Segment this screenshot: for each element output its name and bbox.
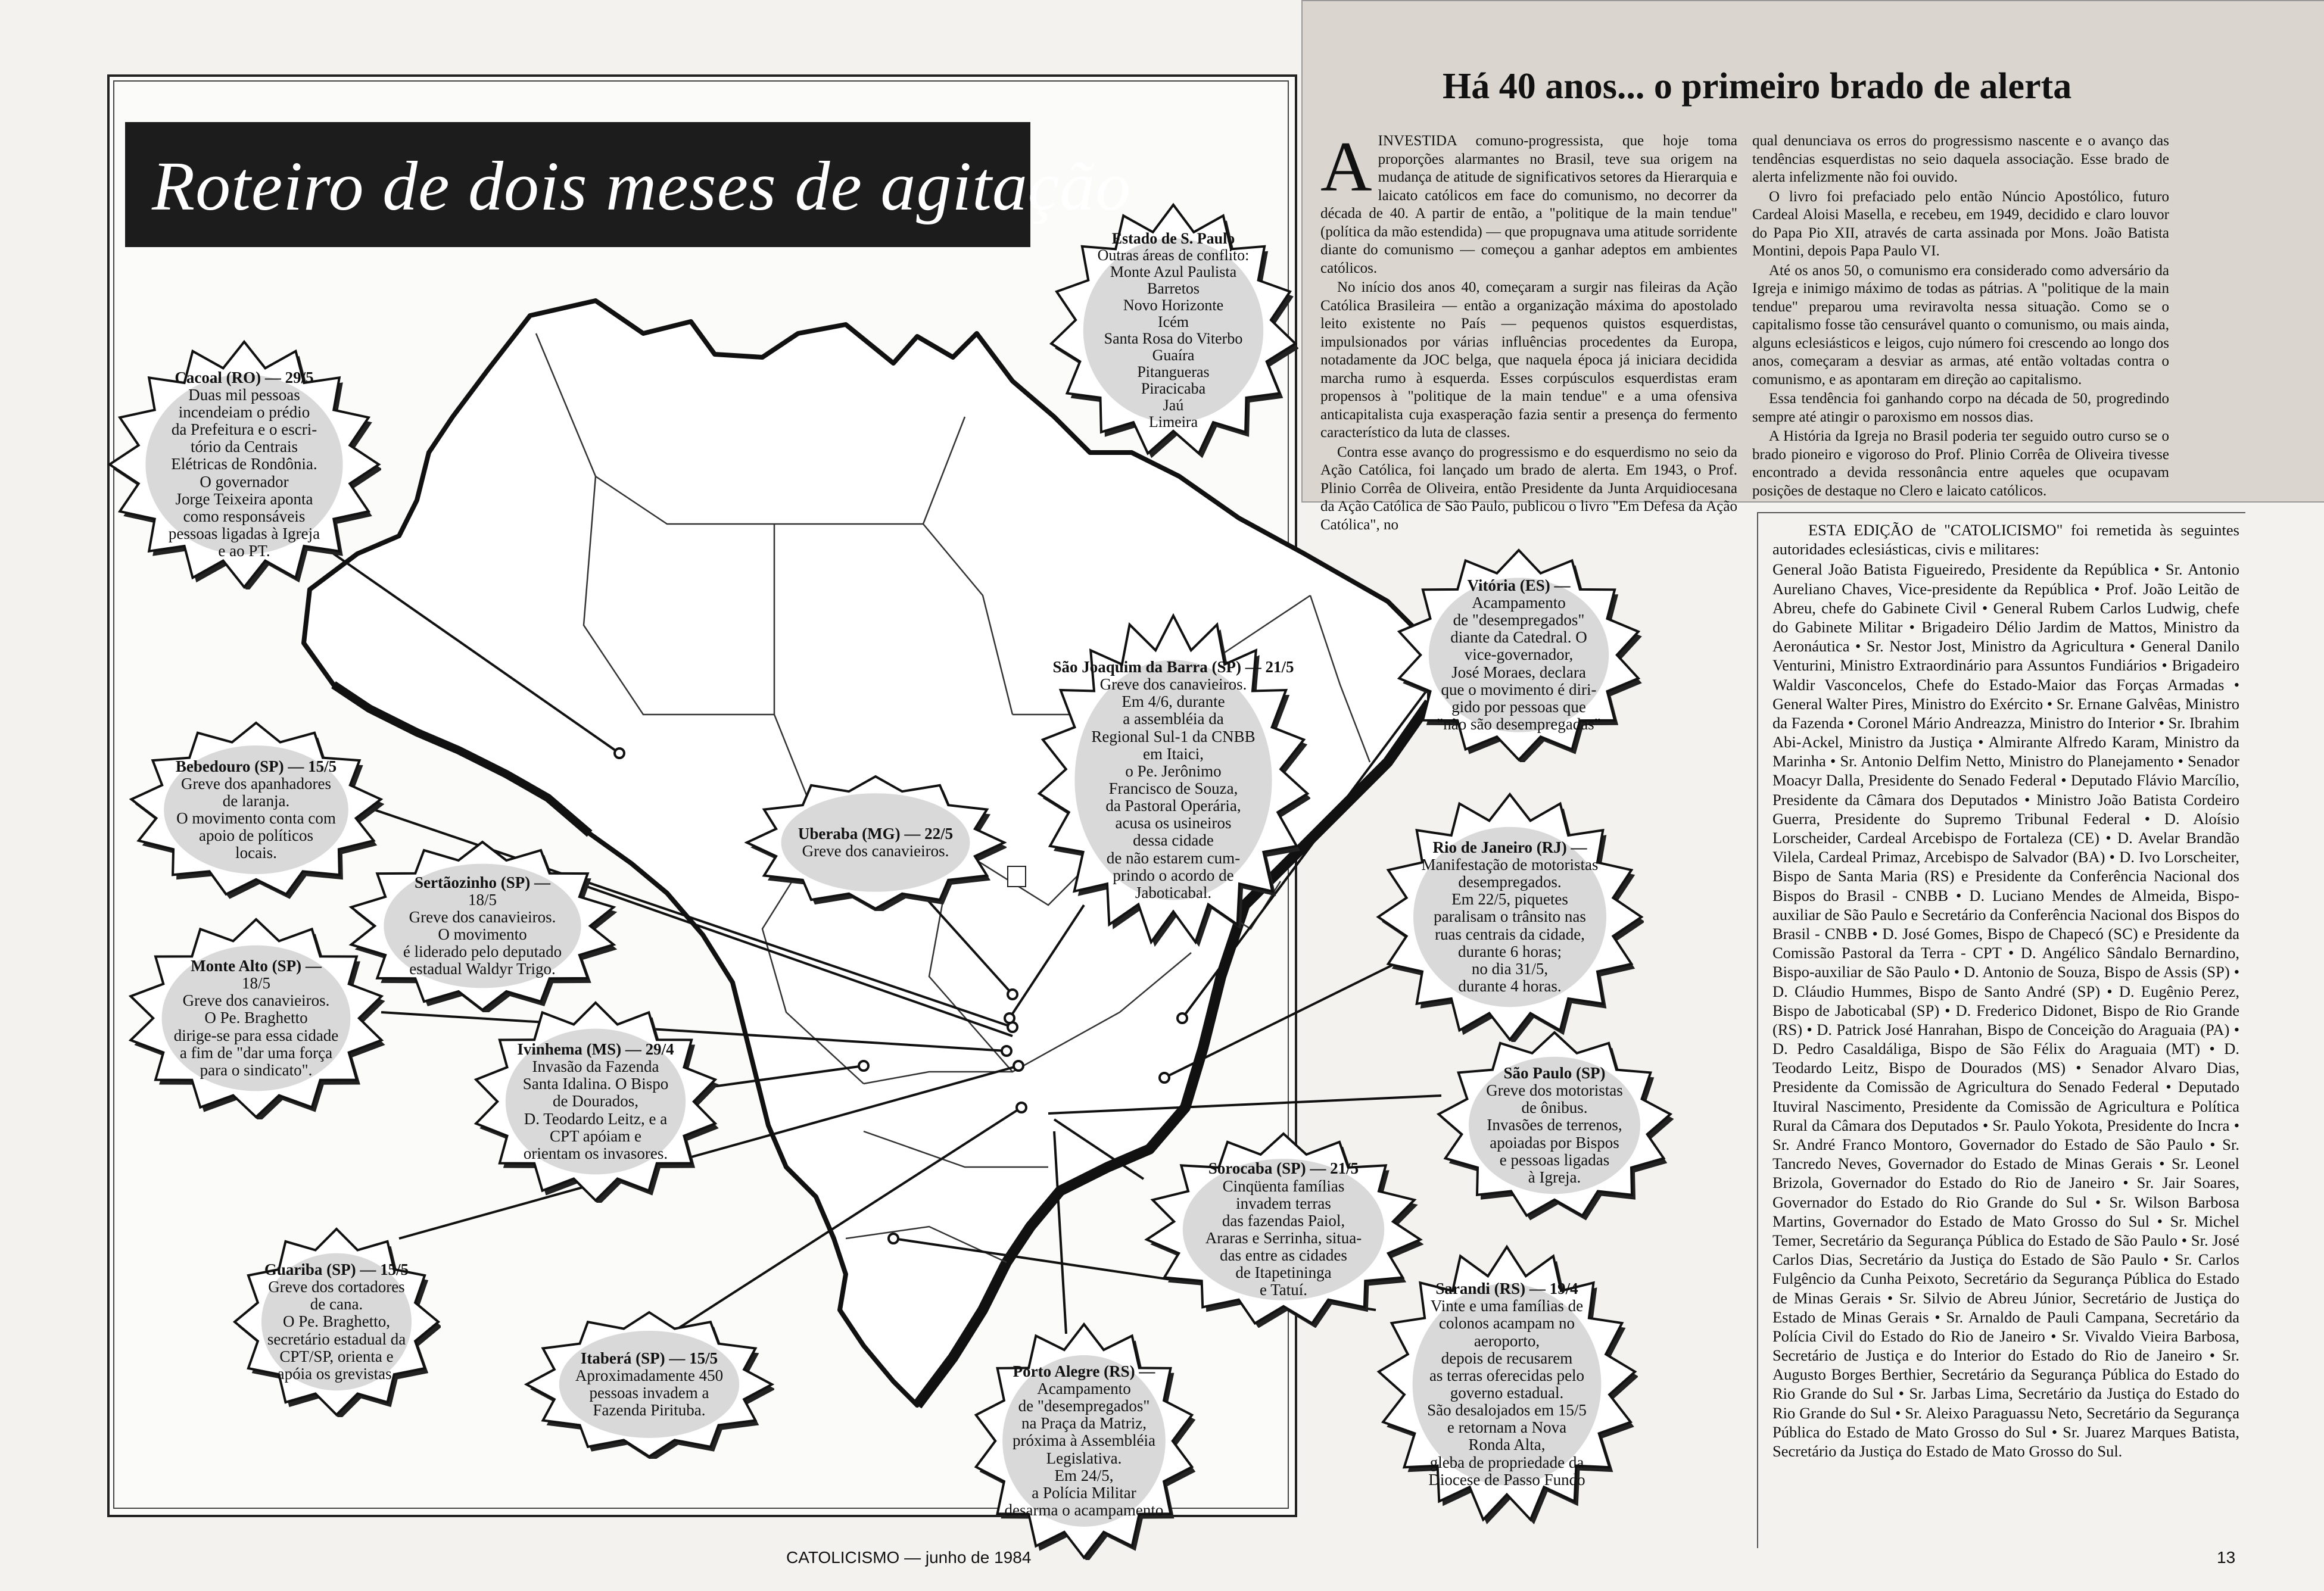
callout-rio: [1376, 792, 1644, 1042]
callout-line: Manifestação de motoristas: [1421, 855, 1599, 874]
callout-line: Santa Idalina. O Bispo: [522, 1075, 669, 1093]
distribution-list-heading: ESTA EDIÇÃO de "CATOLICISMO" foi remetida às seguintes autoridades eclesiásticas, civis e militares:: [1772, 521, 2239, 559]
callout-line: de ônibus.: [1521, 1099, 1588, 1117]
callout-line: Araras e Serrinha, situa-: [1205, 1228, 1362, 1247]
article-paragraph: No início dos anos 40, começaram a surgir nas fileiras da Ação Católica Brasileira — então a organização máxima do apostolado leito existente no País — pequenos quistos esquerdistas, impulsionados por várias influências procedentes da Europa, notadamente da JOC belga, que naquela época já iniciara decidida marcha rumo à esquerda. Esses corpúsculos esquerdistas eram propensos à "politique de la main tendue" e a uma ofensiva anticapitalista cuja exasperação fazia sentir a presença do fermento característico da luta de classes.: [1320, 279, 1737, 441]
callout-line: Pitangueras: [1137, 363, 1210, 381]
callout-line: e pessoas ligadas: [1499, 1150, 1610, 1169]
article-title: Há 40 anos... o primeiro brado de alerta: [1443, 66, 2072, 107]
callout-line: Diocese de Passo Fundo: [1428, 1470, 1585, 1489]
callout-line: CPT/SP, orienta e: [279, 1347, 394, 1365]
callout-sao-joaquim: [1036, 613, 1310, 947]
callout-line: Francisco de Souza,: [1108, 779, 1238, 797]
callout-line: D. Teodardo Leitz, e a: [524, 1109, 668, 1128]
callout-line: da Pastoral Operária,: [1105, 797, 1241, 815]
callout-line: aeroporto,: [1473, 1331, 1540, 1350]
callout-line: Jaboticabal.: [1135, 883, 1212, 901]
callout-line: que o movimento é diri-: [1441, 680, 1597, 698]
callout-line: de laranja.: [222, 791, 290, 810]
callout-line: prindo o acordo de: [1113, 866, 1234, 884]
callout-line: Icém: [1158, 313, 1189, 330]
callout-line: Fazenda Pirituba.: [593, 1401, 706, 1420]
callout-line: Greve dos canavieiros.: [409, 907, 556, 926]
callout-heading: Estado de S. Paulo: [1111, 229, 1235, 247]
callout-porto-alegre: [971, 1322, 1197, 1560]
callout-line: Jorge Teixeira aponta: [175, 489, 313, 508]
callout-line: orientam os invasores.: [523, 1144, 668, 1162]
callout-line: ruas centrais da cidade,: [1435, 925, 1585, 943]
callout-heading: Bebedouro (SP) — 15/5: [175, 757, 337, 775]
callout-line: e retornam a Nova: [1447, 1418, 1567, 1437]
callout-line: Greve dos cortadores: [268, 1278, 405, 1296]
callout-line: em Itaici,: [1143, 744, 1204, 763]
callout-line: paralisam o trânsito nas: [1434, 907, 1586, 926]
callout-line: 18/5: [468, 890, 497, 909]
callout-line: de cana.: [310, 1295, 363, 1314]
callout-heading: Porto Alegre (RS) —: [1013, 1362, 1155, 1380]
callout-heading: Ivinhema (MS) — 29/4: [517, 1040, 674, 1058]
callout-line: Acampamento: [1472, 593, 1566, 612]
article-paragraph: AINVESTIDA comuno-progressista, que hoje toma proporções alarmantes no Brasil, teve sua origem na mudança de atitude de significativos setores da Hierarquia e laicato católicos em face do comunismo, no decorrer da década de 40. A partir de então, a "politique de la main tendue" (política da mão estendida) — que propugnava uma atitude sorridente diante do comunismo — começou a ganhar adeptos em ambientes católicos.: [1320, 127, 1737, 276]
callout-line: durante 6 horas;: [1458, 942, 1562, 960]
callout-line: Guaíra: [1152, 347, 1195, 364]
callout-line: o Pe. Jerônimo: [1125, 762, 1222, 780]
callout-heading: Sorocaba (SP) — 21/5: [1208, 1159, 1359, 1178]
callout-line: Acampamento: [1037, 1379, 1131, 1397]
callout-heading: Sertãozinho (SP) —: [415, 873, 550, 891]
callout-line: e ao PT.: [218, 542, 270, 560]
callout-line: secretário estadual da: [267, 1330, 406, 1348]
callout-line: durante 4 horas.: [1458, 977, 1562, 996]
callout-heading: Rio de Janeiro (RJ) —: [1432, 838, 1587, 856]
callout-line: diante da Catedral. O: [1450, 628, 1587, 647]
callout-line: gleba de propriedade da: [1429, 1453, 1584, 1471]
footer-masthead: CATOLICISMO — junho de 1984: [786, 1548, 1032, 1567]
callout-line: Greve dos canavieiros.: [802, 841, 949, 860]
article-box: [1301, 0, 2324, 533]
callout-line: Invasão da Fazenda: [532, 1057, 659, 1076]
callout-line: apoio de políticos: [199, 826, 313, 845]
callout-monte-alto: [125, 917, 387, 1119]
callout-line: apóia os grevistas.: [277, 1364, 396, 1383]
callout-line: Invasões de terrenos,: [1487, 1116, 1622, 1134]
callout-line: O Pe. Braghetto: [204, 1009, 308, 1027]
callout-line: apoiadas por Bispos: [1490, 1133, 1619, 1152]
article-paragraph: Essa tendência foi ganhando corpo na década de 50, progredindo sempre até atingir o paroxismo em nossos dias.: [1752, 391, 2169, 425]
callout-line: O Pe. Braghetto,: [283, 1312, 390, 1331]
callout-line: de não estarem cum-: [1106, 848, 1241, 867]
callout-line: Outras áreas de conflito:: [1097, 246, 1250, 264]
callout-line: locais.: [235, 844, 277, 862]
callout-line: colonos acampam no: [1439, 1314, 1575, 1333]
callout-line: governo estadual.: [1450, 1383, 1564, 1402]
callout-heading: Vitória (ES) —: [1467, 576, 1571, 594]
callout-line: para o sindicato".: [200, 1060, 313, 1079]
callout-line: O governador: [200, 472, 289, 491]
callout-line: Novo Horizonte: [1123, 296, 1224, 314]
callout-line: Duas mil pessoas: [188, 385, 300, 404]
callout-line: Ronda Alta,: [1468, 1436, 1546, 1454]
callout-sarandi: [1376, 1244, 1638, 1524]
callout-line: Aproximadamente 450: [575, 1366, 724, 1384]
article-column-2: [1752, 132, 2169, 501]
distribution-list: [1757, 512, 2245, 1548]
callout-line: Piracicaba: [1141, 380, 1206, 398]
callout-sp-estado: [1048, 202, 1298, 458]
callout-line: vice-governador,: [1464, 645, 1574, 664]
distribution-list-body: General João Batista Figueiredo, Presidente da República • Sr. Antonio Aureliano Chaves, Vice-presidente da República • Prof. João Leitão de Abreu, chefe do Gabinete Civil • General Rubem Carlos Ludwig, chefe do Gabinete Militar • Brigadeiro Délio Jardim de Mattos, Ministro da Aeronáutica • Sr. Nestor Jost, Ministro da Agricultura • General Danilo Venturini, Ministro Extraordinário para Assuntos Fundiários • Brigadeiro Waldir Vasconcelos, Chefe do Estado-Maior das Forças Armadas • General Walter Pires, Ministro do Exército • Sr. Ernane Galvêas, Ministro da Fazenda • Coronel Mário Andreazza, Ministro do Interior • Sr. Ibrahim Abi-Ackel, Ministro da Justiça • Almirante Alfredo Karam, Ministro da Marinha • Sr. Antonio Delfim Netto, Ministro do Planejamento • Senador Moacyr Dalla, Presidente do Senado Federal • Deputado Flávio Marcílio, Presidente da Câmara dos Deputados • Ministro João Batista Cordeiro Guerra, Presidente do Supremo Tribunal Federal • D. Aloísio Lorscheider, Cardeal Arcebispo de Fortaleza (CE) • D. Avelar Brandão Vilela, Cardeal Primaz, Arcebispo de Salvador (BA) • D. Ivo Lorscheiter, Bispo de Santa Maria (RS) e Presidente da Conferência Nacional dos Bispos do Brasil - CNBB • D. Luciano Mendes de Almeida, Bispo-auxiliar de São Paulo e Secretário da Conferência Nacional dos Bispos do Brasil - CNBB • D. José Gomes, Bispo de Chapecó (SC) e Presidente da Comissão Pastoral da Terra - CPT • D. Angélico Sândalo Bernardino, Bispo-auxiliar de São Paulo • D. Antonio de Souza, Bispo de Assis (SP) • D. Cláudio Hummes, Bispo de Santo André (SP) • D. Eugênio Perez, Bispo de Jaboticabal (SP) • D. Frederico Didonet, Bispo de Rio Grande (RS) • D. Patrick José Hanrahan, Bispo de Conceição do Araguaia (PA) • D. Pedro Casaldáliga, Bispo de São Félix do Araguaia (MT) • D. Teodardo Leitz, Bispo de Dourados (MS) • Senador Alvaro Dias, Presidente da Comissão de Agricultura do Senado Federal • Deputado Ituviral Nascimento, Presidente da Comissão de Agricultura e Política Rural da Câmara dos Deputados • Sr. Paulo Yokota, Presidente do Incra • Sr. André Franco Montoro, Governador do Estado de São Paulo • Sr. Tancredo Neves, Governador do Estado de Minas Gerais • Sr. Leonel Brizola, Governador do Estado do Rio de Janeiro • Sr. Jair Soares, Governador do Estado do Rio Grande do Sul • Sr. Wilson Barbosa Martins, Governador do Estado de Mato Grosso do Sul • Sr. Michel Temer, Secretário da Segurança Pública do Estado de São Paulo • Sr. José Carlos Dias, Secretário da Justiça do Estado de São Paulo • Sr. Carlos Fulgêncio da Cunha Peixoto, Secretário da Segurança Pública do Estado de Minas Gerais • Sr. Silvio de Abreu Júnior, Secretário de Justiça do Estado de Minas Gerais • Sr. Arnaldo de Pauli Campana, Secretário da Polícia Civil do Estado do Rio de Janeiro • Sr. Vivaldo Vieira Barbosa, Secretário de Justiça e do Interior do Estado do Rio de Janeiro • Sr. Augusto Borges Berthier, Secretário da Segurança Pública do Estado do Rio Grande do Sul • Sr. Jarbas Lima, Secretário da Justiça do Estado do Rio Grande do Sul • Sr. Aleixo Paraguassu Neto, Secretário da Segurança Pública do Estado de Mato Grosso do Sul • Sr. Juarez Marques Batista, Secretário da Justiça do Estado de Mato Grosso do Sul.: [1772, 560, 2239, 1460]
callout-line: tório da Centrais: [191, 438, 298, 456]
callout-line: das entre as cidades: [1220, 1246, 1347, 1265]
callout-line: é liderado pelo deputado: [403, 943, 562, 961]
callout-line: Limeira: [1148, 413, 1198, 431]
callout-line: CPT apóiam e: [550, 1127, 641, 1145]
callout-heading: Uberaba (MG) — 22/5: [797, 824, 954, 843]
callout-line: pessoas ligadas à Igreja: [168, 525, 320, 543]
callout-cacoal: [107, 339, 381, 589]
callout-line: Monte Azul Paulista: [1110, 263, 1237, 280]
article-paragraph: Até os anos 50, o comunismo era considerado como adversário da Igreja e inimigo máximo de todas as pátrias. A "politique de la main tendue" preparou uma reviravolta nessa situação. Como se o capitalismo fosse tão censurável quanto o comunismo, ou mais ainda, alguns eclesiásticos e leigos, cujo número foi crescendo ao longo dos anos, começaram a desviar as armas, até então voltadas contra o comunismo, e as apontaram em direção ao capitalismo.: [1752, 262, 2169, 388]
callout-line: Elétricas de Rondônia.: [171, 455, 317, 473]
callout-line: Em 22/5, piquetes: [1451, 890, 1568, 909]
article-paragraph: Contra esse avanço do progressismo e do esquerdismo no seio da Ação Católica, foi lançado um brado de alerta. Em 1943, o Prof. Plinio Corrêa de Oliveira, então Presidente da Junta Arquidiocesana da Ação Católica de São Paulo, publicou o livro "Em Defesa da Ação Católica", no: [1320, 444, 1737, 533]
callout-line: dirige-se para essa cidade: [173, 1026, 339, 1044]
callout-line: as terras oferecidas pelo: [1429, 1366, 1585, 1384]
callout-line: no dia 31/5,: [1471, 959, 1549, 978]
callout-line: a Polícia Militar: [1032, 1483, 1136, 1502]
callout-line: Greve dos canavieiros.: [182, 991, 330, 1010]
page-number: 13: [2217, 1548, 2236, 1567]
callout-heading: Guariba (SP) — 15/5: [264, 1260, 409, 1278]
callout-heading: São Joaquim da Barra (SP) — 21/5: [1052, 657, 1294, 676]
callout-line: depois de recusarem: [1441, 1349, 1573, 1367]
callout-line: desarma o acampamento: [1004, 1501, 1164, 1520]
callout-heading: Itaberá (SP) — 15/5: [580, 1349, 718, 1367]
callout-heading: Monte Alto (SP) —: [191, 956, 322, 975]
callout-line: Em 24/5,: [1054, 1466, 1114, 1484]
callout-line: Santa Rosa do Viterbo: [1104, 329, 1243, 347]
callout-line: da Prefeitura e o escri-: [171, 420, 317, 439]
callout-line: de "desempregados": [1018, 1397, 1150, 1415]
callout-vitoria: [1394, 548, 1644, 762]
callout-heading: São Paulo (SP): [1503, 1063, 1606, 1082]
callout-line: Vinte e uma famílias de: [1430, 1297, 1584, 1315]
callout-ivinhema: [471, 1000, 721, 1203]
callout-line: Jaú: [1163, 397, 1184, 414]
drop-cap: A: [1320, 127, 1372, 206]
callout-line: a fim de "dar uma força: [179, 1043, 333, 1062]
article-paragraph: O livro foi prefaciado pelo então Núncio Apostólico, futuro Cardeal Aloisi Masella, e recebeu, em 1949, decidido e claro louvor do Papa Pio XII, através de carta assinada por Mons. João Batista Montini, depois Papa Paulo VI.: [1752, 188, 2169, 259]
map-title: Roteiro de dois meses de agitação: [152, 147, 1132, 225]
callout-line: "não são desempregadas": [1437, 715, 1601, 734]
article-paragraph: A História da Igreja no Brasil poderia ter seguido outro curso se o brado pioneiro e vigoroso do Prof. Plinio Corrêa de Oliveira tivesse encontrado a devida ressonância entre aqueles que ocupavam posições de destaque no Clero e laicato católicos.: [1752, 428, 2169, 499]
callout-line: desempregados.: [1458, 873, 1562, 891]
callout-line: de "desempregados": [1453, 611, 1585, 629]
callout-line: gido por pessoas que: [1451, 697, 1586, 716]
callout-line: Greve dos canavieiros.: [1099, 675, 1247, 694]
callout-line: Greve dos motoristas: [1486, 1081, 1623, 1100]
callout-line: Greve dos apanhadores: [181, 774, 331, 793]
callout-line: a assembléia da: [1123, 710, 1224, 728]
callout-line: invadem terras: [1236, 1194, 1331, 1212]
callout-guariba: [232, 1227, 441, 1417]
callout-line: de Itapetininga: [1235, 1264, 1332, 1282]
callout-line: incendeiam o prédio: [178, 403, 310, 421]
callout-line: como responsáveis: [183, 507, 306, 525]
article-paragraph: qual denunciava os erros do progressismo nascente e o avanço das tendências esquerdistas no seio daquela associação. Esse brado de alerta infelizmente não foi ouvido.: [1752, 133, 2169, 185]
callout-itabera: [524, 1310, 774, 1459]
callout-line: à Igreja.: [1528, 1168, 1581, 1186]
callout-line: Regional Sul-1 da CNBB: [1091, 727, 1256, 745]
callout-line: José Moraes, declara: [1451, 663, 1586, 681]
callout-heading: Cacoal (RO) — 29/5: [175, 368, 314, 386]
callout-line: das fazendas Paiol,: [1222, 1211, 1345, 1230]
callout-line: 18/5: [241, 974, 270, 993]
callout-line: na Praça da Matriz,: [1021, 1414, 1147, 1433]
callout-sao-paulo: [1435, 1030, 1674, 1221]
callout-line: e Tatuí.: [1259, 1281, 1308, 1299]
map-title-bar: [125, 122, 1132, 247]
callout-line: estadual Waldyr Trigo.: [409, 960, 556, 978]
callout-line: dessa cidade: [1133, 831, 1214, 850]
callout-line: Em 4/6, durante: [1121, 692, 1225, 711]
callout-line: pessoas invadem a: [589, 1383, 709, 1402]
callout-line: acusa os usineiros: [1115, 814, 1232, 832]
callout-line: Cinqüenta famílias: [1222, 1177, 1345, 1195]
callout-line: São desalojados em 15/5: [1427, 1401, 1587, 1420]
article-column-1: [1320, 127, 1737, 535]
callout-heading: Sarandi (RS) — 19/4: [1435, 1280, 1578, 1298]
df-marker: [1008, 866, 1026, 887]
callout-uberaba: [744, 774, 1007, 911]
callout-line: O movimento: [438, 925, 527, 943]
callout-line: Legislativa.: [1046, 1449, 1122, 1467]
callout-line: próxima à Assembléia: [1013, 1431, 1155, 1450]
callout-line: O movimento conta com: [176, 809, 336, 827]
callout-line: Barretos: [1147, 279, 1200, 297]
callout-line: de Dourados,: [553, 1092, 638, 1110]
